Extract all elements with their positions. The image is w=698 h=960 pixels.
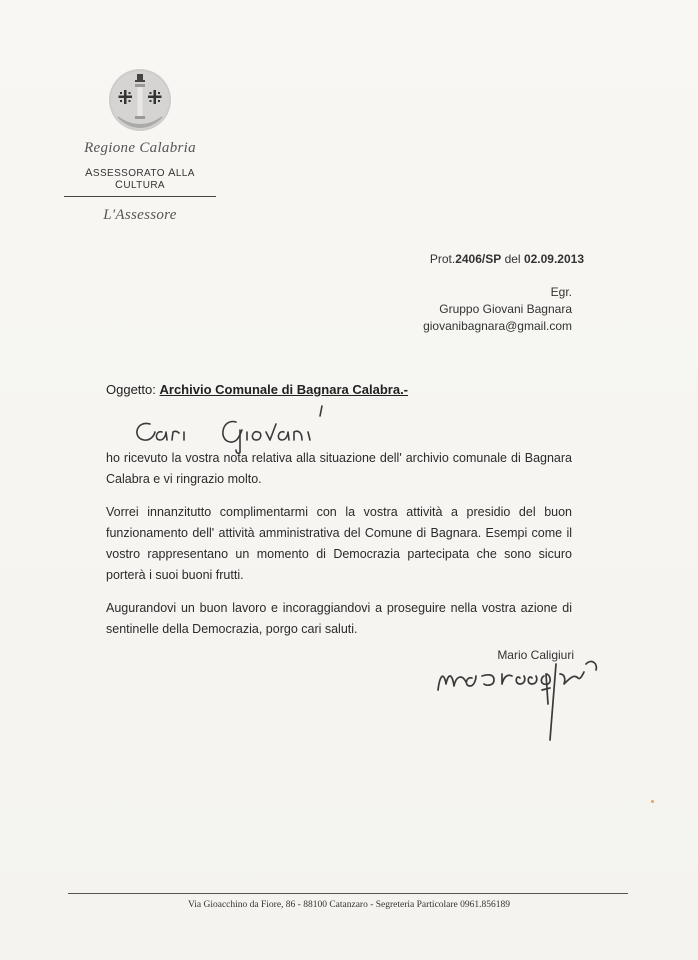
body-paragraph-2: Vorrei innanzitutto complimentarmi con la vostra attività a presidio del buon funzionamento dell' attività amministrativa del Comune di Bagnara. Esempi come il vostro rappresentano un momento di Democrazia partecipata che sono sicuro porterà i suoi buoni frutti.: [106, 505, 572, 582]
department-initial-a2: A: [168, 167, 176, 179]
recipient-email: giovanibagnara@gmail.com: [423, 319, 572, 333]
protocol-reference: [430, 252, 584, 266]
protocol-connector: del: [501, 252, 524, 266]
body-paragraph-3: Augurandovi un buon lavoro e incoraggiandovi a proseguire nella vostra azione di sentinelle della Democrazia, porgo cari saluti.: [106, 601, 572, 636]
handwritten-greeting: [126, 402, 356, 454]
protocol-prefix: Prot.: [429, 252, 456, 266]
assessor-title: L'Assessore: [103, 207, 177, 223]
signer-name: Mario Caligiuri: [497, 648, 574, 662]
protocol-date: 02.09.2013: [523, 252, 584, 266]
department-word-3: ULTURA: [123, 180, 166, 191]
subject-line: [106, 382, 408, 397]
subject-text: Archivio Comunale di Bagnara Calabra.-: [159, 382, 409, 397]
paper-speck: [651, 800, 654, 803]
recipient-name: Gruppo Giovani Bagnara: [439, 302, 572, 316]
letterhead: [64, 68, 216, 224]
footer-address: Via Gioacchino da Fiore, 86 - 88100 Catanzaro - Segreteria Particolare 0961.856189: [187, 900, 511, 910]
body-paragraph-1: ho ricevuto la vostra nota relativa alla situazione dell' archivio comunale di Bagnara Calabra e vi ringrazio molto.: [106, 451, 572, 486]
subject-label: Oggetto:: [106, 382, 156, 397]
region-name: Regione Calabria: [84, 140, 196, 156]
department-initial-a: A: [85, 167, 93, 179]
protocol-number: 2406/SP: [455, 252, 502, 266]
regional-coat-of-arms-icon: [108, 68, 172, 132]
recipient-block: [423, 284, 572, 335]
handwritten-signature: [432, 644, 602, 744]
department-name: [64, 167, 216, 197]
department-word-1: SSESSORATO: [92, 168, 169, 179]
department-initial-c: C: [114, 179, 124, 191]
letter-body: [106, 448, 572, 652]
footer-divider: [68, 893, 628, 894]
recipient-salutation: Egr.: [550, 285, 572, 299]
department-word-2: LLA: [175, 168, 195, 179]
